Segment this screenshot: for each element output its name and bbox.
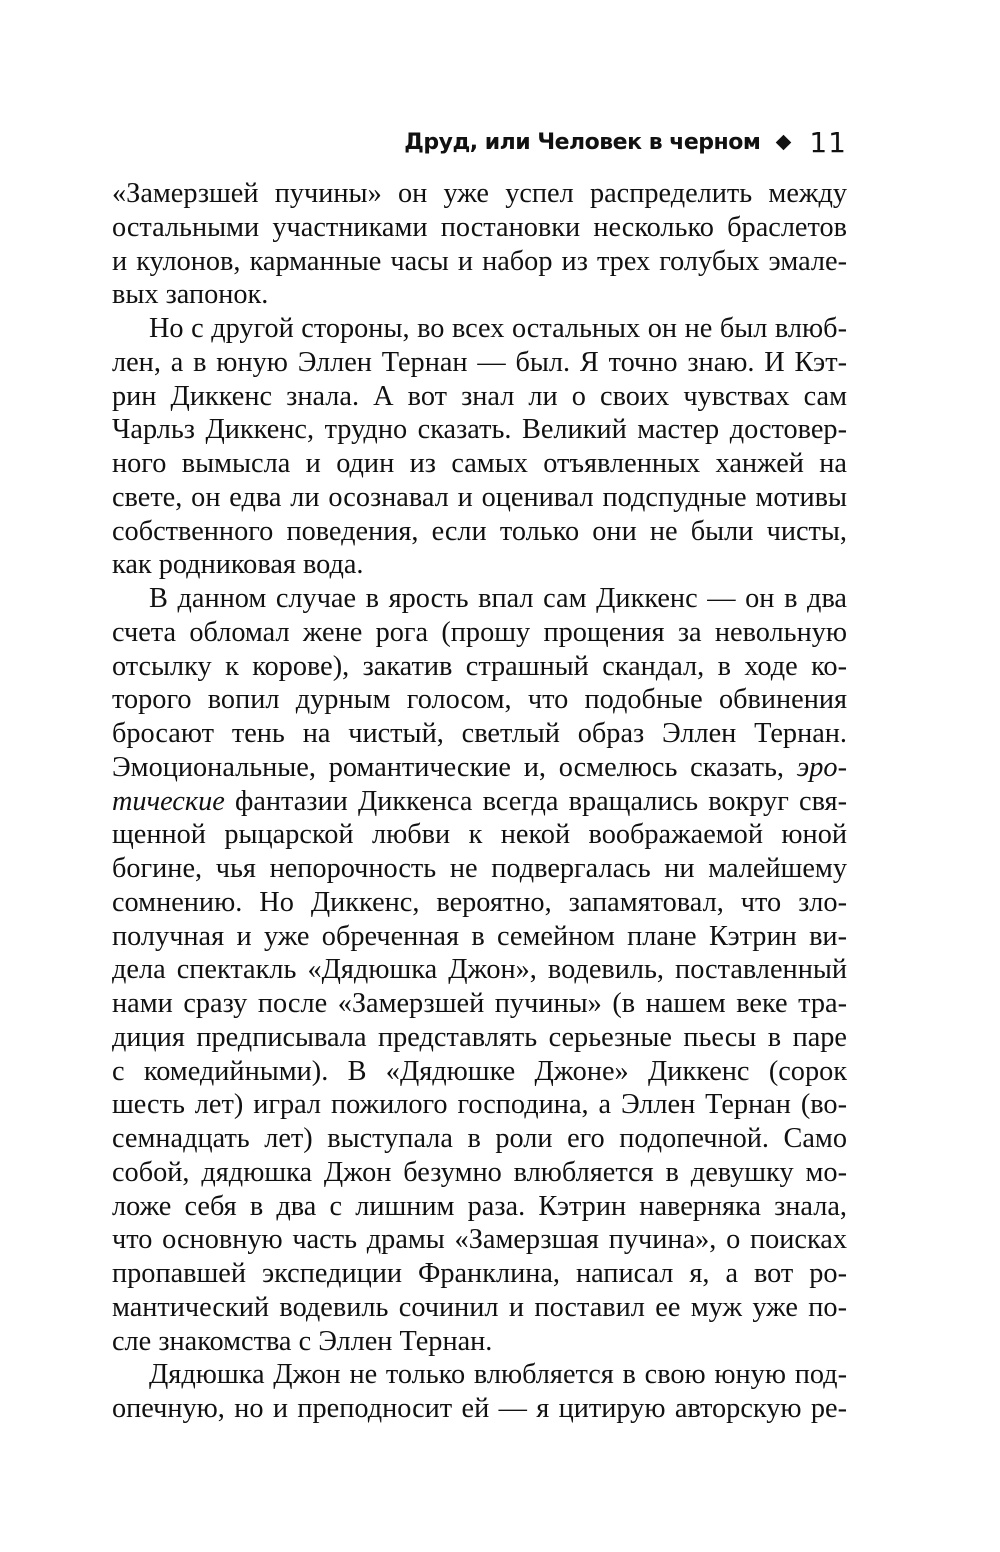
text-line: остальными участниками постановки несколько браслетов [112,211,847,243]
text-line: дела спектакль «Дядюшка Джон», водевиль, поставленный [112,954,847,986]
text-line: лен, а в юную Эллен Тернан — был. Я точно знаю. И Кэт- [112,346,847,378]
text-line: богине, чья непорочность не подвергалась ни малейшему [112,853,847,884]
text-line [112,751,847,785]
running-head [404,122,847,162]
text-line: бросают тень на чистый, светлый образ Эллен Тернан. [112,718,847,749]
page-number: 11 [809,125,847,159]
text-line: вых запонок. [112,279,269,311]
text-line: опечную, но и преподносит ей — я цитирую авторскую ре- [112,1393,847,1424]
text-line: мантический водевиль сочинил и поставил ее муж уже по- [112,1291,847,1323]
text-line: сомнению. Но Диккенс, вероятно, запамятовал, что зло- [112,886,847,918]
text-line: Чарльз Диккенс, трудно сказать. Великий мастер достовер- [112,414,847,446]
text-line: шесть лет) играл пожилого господина, а Эллен Тернан (во- [112,1089,847,1121]
text-line: «Замерзшей пучины» он уже успел распределить между [112,178,847,209]
text-line: собой, дядюшка Джон безумно влюбляется в девушку мо- [112,1156,847,1188]
text-line: Дядюшка Джон не только влюбляется в свою юную под- [149,1359,847,1391]
text-line: ного вымысла и один из самых отъявленных ханжей на [112,448,847,479]
text-line: диция предписывала представлять серьезные пьесы в паре [112,1021,847,1053]
body-text [112,177,847,1426]
text-line: щенной рыцарской любви к некой воображаемой юной [112,819,847,851]
text-line: Но с другой стороны, во всех остальных он не был влюб- [149,313,847,344]
text-line: свете, он едва ли осознавал и оценивал подспудные мотивы [112,481,847,513]
text-line: что основную часть драмы «Замерзшая пучина», о поисках [112,1224,847,1256]
text-fragment: фантазии Диккенса всегда вращались вокруг свя- [235,785,847,817]
text-line: сле знакомства с Эллен Тернан. [112,1325,493,1357]
text-line: как родниковая вода. [112,549,364,581]
text-line: В данном случае в ярость впал сам Диккенс — он в два [149,583,847,614]
text-line [112,785,847,819]
text-fragment: Эмоциональные, романтические и, осмелюсь сказать, [112,751,784,783]
running-title: Друд, или Человек в черном [404,129,761,155]
text-line: и кулонов, карманные часы и набор из трех голубых эмале- [112,245,847,277]
text-line: нами сразу после «Замерзшей пучины» (в нашем веке тра- [112,988,847,1019]
book-page [112,0,847,1552]
text-line: торого вопил дурным голосом, что подобные обвинения [112,684,847,716]
text-line: семнадцать лет) выступала в роли его подопечной. Само [112,1123,847,1154]
text-line: счета обломал жене рога (прошу прощения за невольную [112,616,847,648]
text-line: ложе себя в два с лишним раза. Кэтрин наверняка знала, [112,1190,847,1222]
text-line: рин Диккенс знала. А вот знал ли о своих чувствах сам [112,380,847,412]
text-line: собственного поведения, если только они не были чисты, [112,515,847,547]
text-line: пропавшей экспедиции Франклина, написал я, а вот ро- [112,1258,847,1289]
diamond-ornament-icon [776,134,792,150]
text-line: получная и уже обреченная в семейном плане Кэтрин ви- [112,920,847,952]
italic-fragment: эро- [796,751,847,783]
text-line: отсылку к корове), закатив страшный скандал, в ходе ко- [112,650,847,682]
italic-fragment: тические [112,785,225,817]
text-line: с комедийными). В «Дядюшке Джоне» Диккенс (сорок [112,1055,847,1087]
